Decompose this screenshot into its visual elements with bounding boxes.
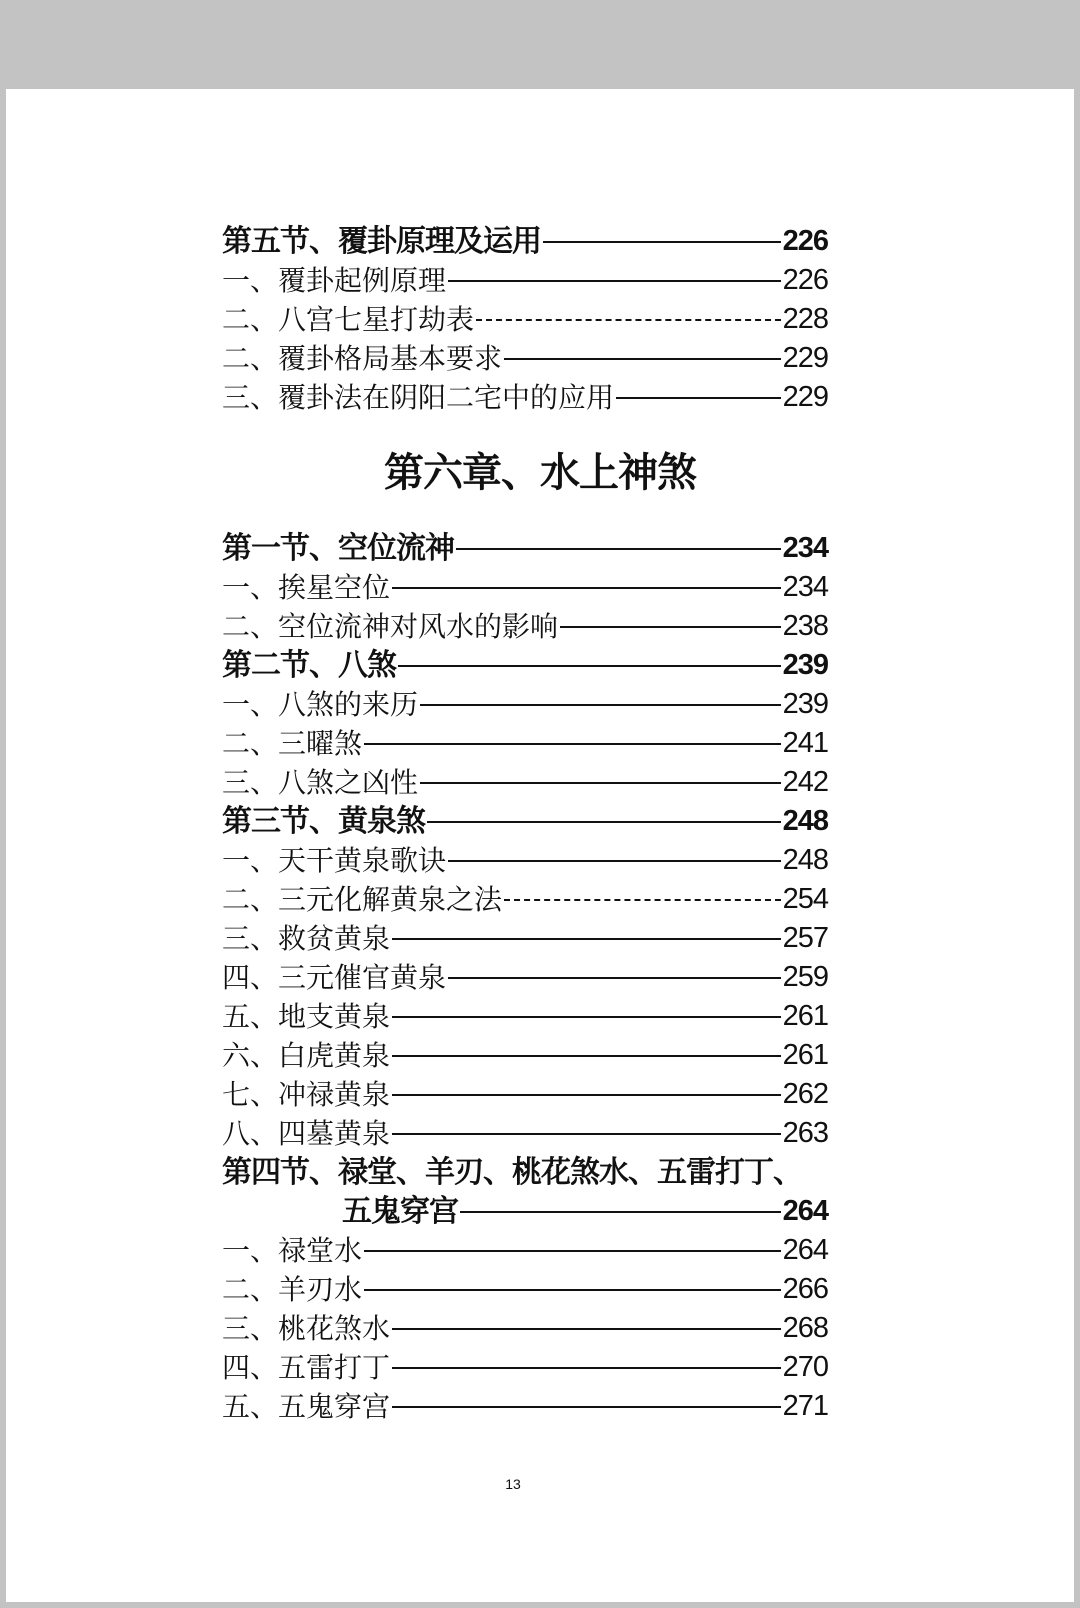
toc-entry-title: 第二节、八煞 bbox=[222, 648, 396, 683]
leader-line bbox=[392, 1328, 781, 1330]
toc-entry-section[interactable] bbox=[222, 222, 828, 261]
toc-entry-page: 261 bbox=[782, 1000, 828, 1032]
toc-entry[interactable] bbox=[222, 841, 828, 880]
toc-entry-title: 六、白虎黄泉 bbox=[222, 1039, 391, 1072]
toc-entry-page: 270 bbox=[782, 1351, 828, 1383]
toc-entry-page: 238 bbox=[782, 610, 828, 642]
toc-entry-title: 二、空位流神对风水的影响 bbox=[222, 610, 559, 643]
toc-entry-title: 三、覆卦法在阴阳二宅中的应用 bbox=[222, 381, 615, 414]
toc-entry-title: 一、八煞的来历 bbox=[222, 688, 419, 721]
leader-line bbox=[398, 665, 781, 667]
toc-entry-title: 三、救贫黄泉 bbox=[222, 922, 391, 955]
page-number: 13 bbox=[505, 1476, 521, 1492]
leader-line bbox=[476, 319, 781, 321]
toc-entry[interactable] bbox=[222, 1309, 828, 1348]
toc-entry-page: 261 bbox=[782, 1039, 828, 1071]
leader-line bbox=[456, 548, 781, 550]
toc-entry-page: 239 bbox=[782, 688, 828, 720]
toc-entry-title: 第一节、空位流神 bbox=[222, 531, 454, 566]
toc-entry-title: 一、天干黄泉歌诀 bbox=[222, 844, 447, 877]
toc-section-5 bbox=[222, 222, 828, 417]
leader-line bbox=[364, 1289, 781, 1291]
toc-entry-title: 七、冲禄黄泉 bbox=[222, 1078, 391, 1111]
toc-entry-section[interactable] bbox=[222, 646, 828, 685]
toc-entry-title: 二、三元化解黄泉之法 bbox=[222, 883, 503, 916]
toc-entry-title: 四、三元催官黄泉 bbox=[222, 961, 447, 994]
toc-entry-page: 241 bbox=[782, 727, 828, 759]
toc-entry[interactable] bbox=[222, 919, 828, 958]
toc-entry[interactable] bbox=[222, 261, 828, 300]
toc-entry[interactable] bbox=[222, 685, 828, 724]
leader-line bbox=[420, 782, 781, 784]
leader-line bbox=[616, 397, 781, 399]
toc-entry-title: 第三节、黄泉煞 bbox=[222, 804, 425, 839]
toc-entry-page: 239 bbox=[782, 649, 828, 681]
toc-entry-title: 二、三曜煞 bbox=[222, 727, 363, 760]
toc-entry[interactable] bbox=[222, 300, 828, 339]
toc-entry-title: 八、四墓黄泉 bbox=[222, 1117, 391, 1150]
leader-line bbox=[543, 241, 781, 243]
toc-entry[interactable] bbox=[222, 997, 828, 1036]
toc-entry-page: 226 bbox=[782, 264, 828, 296]
leader-line bbox=[504, 358, 781, 360]
toc-entry-section[interactable] bbox=[222, 529, 828, 568]
toc-entry-page: 257 bbox=[782, 922, 828, 954]
toc-entry-page: 226 bbox=[782, 225, 828, 257]
leader-line bbox=[460, 1211, 781, 1213]
leader-line bbox=[392, 1133, 781, 1135]
toc-entry-page: 234 bbox=[782, 532, 828, 564]
toc-entry-title: 一、覆卦起例原理 bbox=[222, 264, 447, 297]
toc-entry-title: 一、挨星空位 bbox=[222, 571, 391, 604]
toc-entry[interactable] bbox=[222, 958, 828, 997]
toc-entry-title: 四、五雷打丁 bbox=[222, 1351, 391, 1384]
toc-entry-title: 第四节、禄堂、羊刃、桃花煞水、五雷打丁、 bbox=[222, 1155, 802, 1190]
toc-entry-page: 254 bbox=[782, 883, 828, 915]
toc-entry[interactable] bbox=[222, 1231, 828, 1270]
toc-entry-page: 248 bbox=[782, 844, 828, 876]
toc-entry-page: 266 bbox=[782, 1273, 828, 1305]
toc-entry-page: 242 bbox=[782, 766, 828, 798]
document-page bbox=[6, 89, 1074, 1602]
toc-entry-title: 五、地支黄泉 bbox=[222, 1000, 391, 1033]
leader-line bbox=[392, 1055, 781, 1057]
toc-entry-title: 一、禄堂水 bbox=[222, 1234, 363, 1267]
toc-entry[interactable] bbox=[222, 880, 828, 919]
leader-line bbox=[392, 1016, 781, 1018]
chapter-title: 第六章、水上神煞 bbox=[384, 450, 696, 496]
leader-line bbox=[392, 587, 781, 589]
toc-entry[interactable] bbox=[222, 568, 828, 607]
leader-line bbox=[448, 860, 781, 862]
leader-line bbox=[392, 1406, 781, 1408]
toc-entry-page: 228 bbox=[782, 303, 828, 335]
leader-line bbox=[504, 899, 781, 901]
leader-line bbox=[560, 626, 781, 628]
toc-entry[interactable] bbox=[222, 763, 828, 802]
toc-entry[interactable] bbox=[222, 1348, 828, 1387]
toc-entry-title: 第五节、覆卦原理及运用 bbox=[222, 224, 541, 259]
toc-entry[interactable] bbox=[222, 339, 828, 378]
toc-entry-page: 248 bbox=[782, 805, 828, 837]
leader-line bbox=[364, 743, 781, 745]
leader-line bbox=[420, 704, 781, 706]
toc-entry-page: 262 bbox=[782, 1078, 828, 1110]
toc-entry[interactable] bbox=[222, 378, 828, 417]
leader-line bbox=[392, 1367, 781, 1369]
toc-entry-page: 264 bbox=[782, 1195, 828, 1227]
toc-entry-title: 五鬼穿宫 bbox=[342, 1194, 458, 1229]
toc-entry[interactable] bbox=[222, 724, 828, 763]
toc-entry[interactable] bbox=[222, 1270, 828, 1309]
toc-entry-title: 二、覆卦格局基本要求 bbox=[222, 342, 503, 375]
toc-entry-page: 229 bbox=[782, 342, 828, 374]
toc-entry-section[interactable] bbox=[222, 1153, 828, 1192]
toc-entry-page: 271 bbox=[782, 1390, 828, 1422]
leader-line bbox=[392, 938, 781, 940]
toc-entry[interactable] bbox=[222, 607, 828, 646]
toc-entry-title: 五、五鬼穿宫 bbox=[222, 1390, 391, 1423]
leader-line bbox=[448, 977, 781, 979]
toc-entry-title: 三、八煞之凶性 bbox=[222, 766, 419, 799]
leader-line bbox=[448, 280, 781, 282]
toc-entry-section[interactable] bbox=[222, 802, 828, 841]
toc-entry-page: 229 bbox=[782, 381, 828, 413]
toc-entry[interactable] bbox=[222, 1387, 828, 1426]
toc-entry-section-continuation[interactable] bbox=[222, 1192, 828, 1231]
toc-entry-page: 264 bbox=[782, 1234, 828, 1266]
toc-entry-title: 三、桃花煞水 bbox=[222, 1312, 391, 1345]
toc-entry-page: 259 bbox=[782, 961, 828, 993]
toc-entry-title: 二、羊刃水 bbox=[222, 1273, 363, 1306]
toc-entry[interactable] bbox=[222, 1075, 828, 1114]
toc-chapter-6 bbox=[222, 529, 828, 1426]
leader-line bbox=[392, 1094, 781, 1096]
leader-line bbox=[427, 821, 781, 823]
toc-entry[interactable] bbox=[222, 1036, 828, 1075]
leader-line bbox=[364, 1250, 781, 1252]
toc-entry-title: 二、八宫七星打劫表 bbox=[222, 303, 475, 336]
toc-entry-page: 234 bbox=[782, 571, 828, 603]
toc-entry-page: 263 bbox=[782, 1117, 828, 1149]
toc-entry-page: 268 bbox=[782, 1312, 828, 1344]
toc-entry[interactable] bbox=[222, 1114, 828, 1153]
